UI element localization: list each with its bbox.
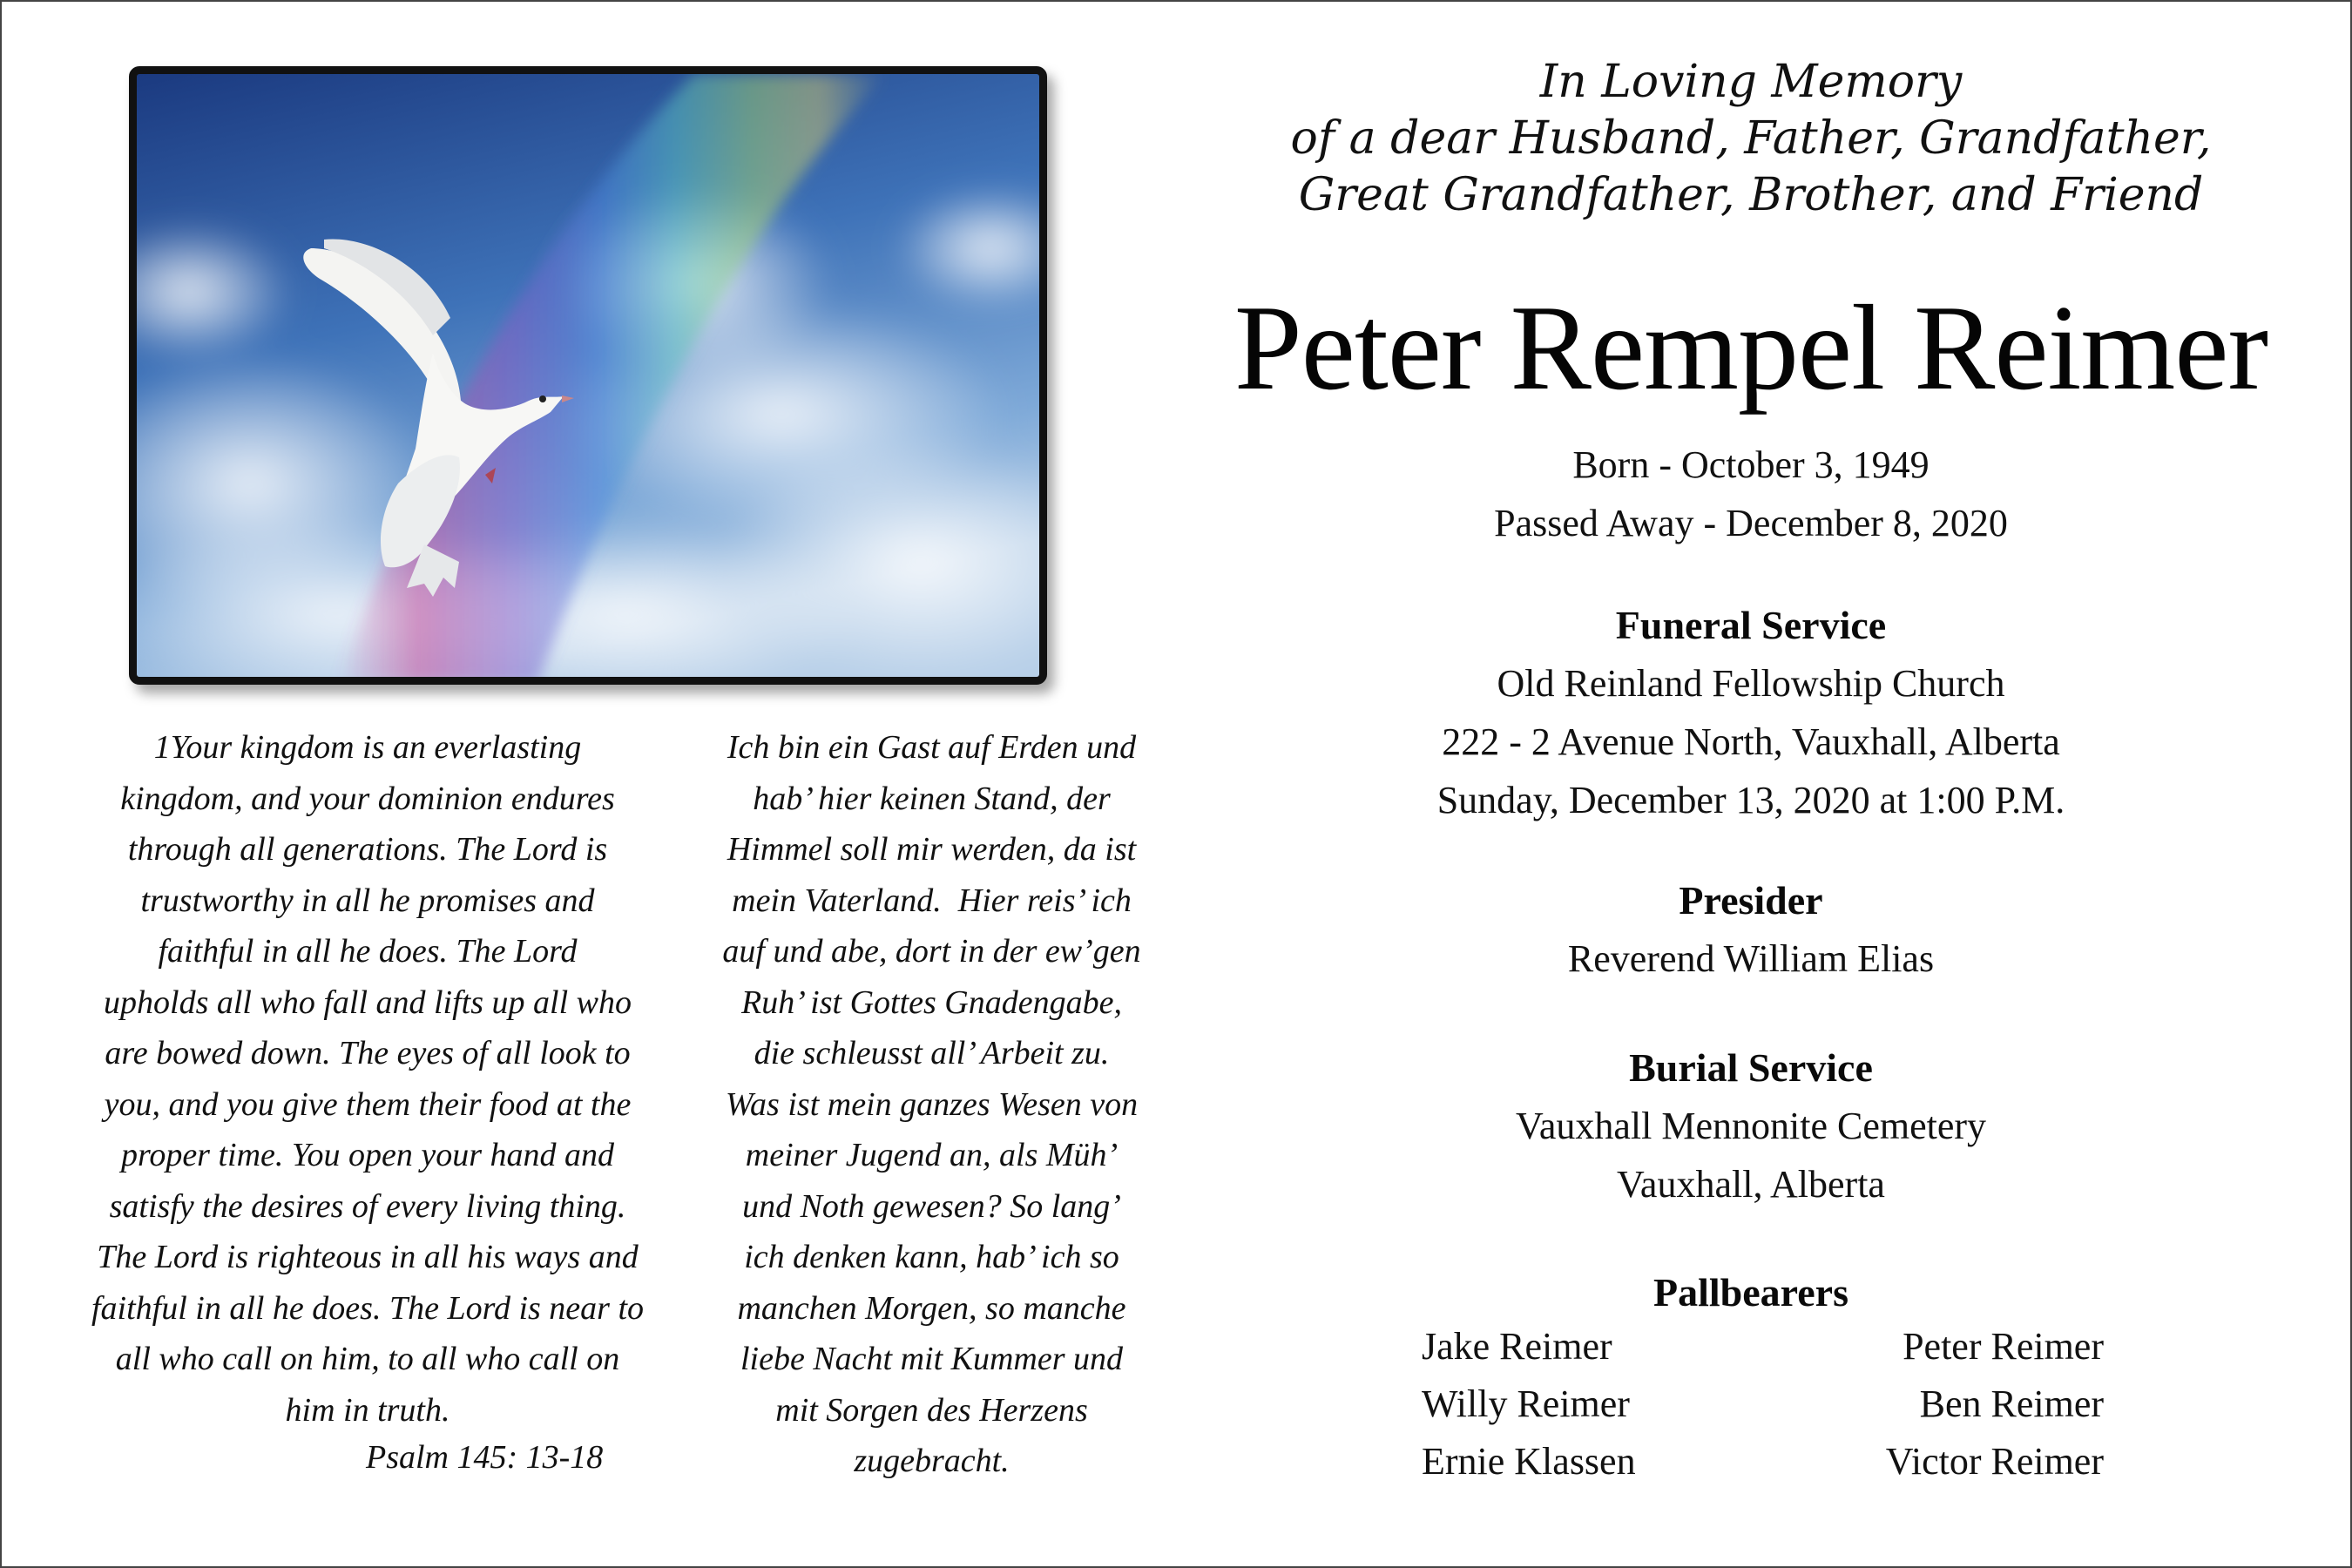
verse-line: him in truth. (285, 1391, 450, 1429)
presider-section (1185, 871, 2317, 988)
verse-line: auf und abe, dort in der ew’gen (722, 933, 1141, 970)
verse-line: The Lord is righteous in all his ways and (97, 1239, 639, 1275)
verse-line: Was ist mein ganzes Wesen von (725, 1085, 1139, 1123)
verse-line: meiner Jugend an, als Müh’ (745, 1137, 1119, 1173)
pallbearer-name: Ernie Klassen (1422, 1440, 1636, 1483)
verse-line: are bowed down. The eyes of all look to (105, 1035, 631, 1071)
funeral-heading: Funeral Service (1615, 603, 1887, 647)
pallbearers-right-column (1742, 1318, 2104, 1490)
dedication (1185, 54, 2317, 224)
funeral-address: 222 - 2 Avenue North, Vauxhall, Alberta (1442, 720, 2060, 763)
verse-line: manchen Morgen, so manche (737, 1289, 1126, 1327)
verse-line: und Noth gewesen? So lang’ (742, 1187, 1121, 1225)
verse-line: mein Vaterland. Hier reis’ ich (732, 882, 1132, 919)
verse-line: through all generations. The Lord is (127, 831, 608, 868)
verse-line: zugebracht. (854, 1443, 1010, 1479)
dedication-line: Great Grandfather, Brother, and Friend (1298, 169, 2204, 221)
pallbearer-name: Willy Reimer (1422, 1382, 1630, 1425)
pallbearer-name: Ben Reimer (1919, 1382, 2104, 1425)
burial-location: Vauxhall, Alberta (1617, 1163, 1885, 1206)
funeral-datetime: Sunday, December 13, 2020 at 1:00 P.M. (1436, 779, 2065, 821)
verse-line: hab’ hier keinen Stand, der (753, 780, 1111, 817)
funeral-place: Old Reinland Fellowship Church (1497, 662, 2005, 705)
deceased-name: Peter Rempel Reimer (1233, 280, 2268, 416)
verse-line: Himmel soll mir werden, da ist (727, 831, 1137, 868)
burial-service-section (1185, 1038, 2317, 1213)
verse-line: ich denken kann, hab’ ich so (744, 1239, 1119, 1275)
verse-line: mit Sorgen des Herzens (775, 1391, 1088, 1429)
pallbearers-section (1185, 1263, 2317, 1321)
psalm-verse-english (54, 722, 681, 1436)
verse-line: faithful in all he does. The Lord is near to (91, 1289, 645, 1327)
pallbearer-name: Peter Reimer (1903, 1325, 2104, 1368)
verse-line: satisfy the desires of every living thing. (109, 1187, 626, 1225)
life-dates (1185, 436, 2317, 552)
verse-line: 1Your kingdom is an everlasting (153, 729, 582, 766)
pallbearer-name: Victor Reimer (1885, 1440, 2104, 1483)
verse-line: kingdom, and your dominion endures (120, 780, 615, 817)
dedication-line: of a dear Husband, Father, Grandfather, (1290, 112, 2212, 165)
birth-date: Born - October 3, 1949 (1572, 443, 1930, 486)
verse-line: upholds all who fall and lifts up all who (104, 983, 632, 1021)
verse-line: proper time. You open your hand and (120, 1137, 615, 1173)
psalm-reference: Psalm 145: 13-18 (366, 1439, 604, 1476)
hymn-verse-german (690, 722, 1173, 1487)
pallbearers-left-column (1422, 1318, 1636, 1490)
burial-heading: Burial Service (1629, 1045, 1873, 1090)
verse-line: Ruh’ ist Gottes Gnadengabe, (741, 983, 1122, 1021)
verse-line: you, and you give them their food at the (104, 1085, 632, 1123)
presider-name: Reverend William Elias (1567, 937, 1935, 980)
verse-line: faithful in all he does. The Lord (158, 933, 578, 970)
verse-line: liebe Nacht mit Kummer und (740, 1341, 1124, 1377)
verse-line: Ich bin ein Gast auf Erden und (727, 729, 1137, 766)
death-date: Passed Away - December 8, 2020 (1494, 502, 2008, 544)
pallbearer-name: Jake Reimer (1422, 1325, 1612, 1368)
burial-place: Vauxhall Mennonite Cemetery (1515, 1105, 1987, 1147)
dove-rainbow-photo (129, 66, 1047, 685)
verse-line: die schleusst all’ Arbeit zu. (754, 1035, 1110, 1071)
pallbearers-heading: Pallbearers (1653, 1270, 1848, 1315)
verse-line: trustworthy in all he promises and (140, 882, 595, 919)
funeral-service-section (1185, 596, 2317, 829)
dove-rainbow-image (137, 74, 1039, 677)
verse-line: all who call on him, to all who call on (115, 1341, 620, 1377)
dedication-line: In Loving Memory (1539, 56, 1963, 108)
presider-heading: Presider (1679, 878, 1823, 923)
